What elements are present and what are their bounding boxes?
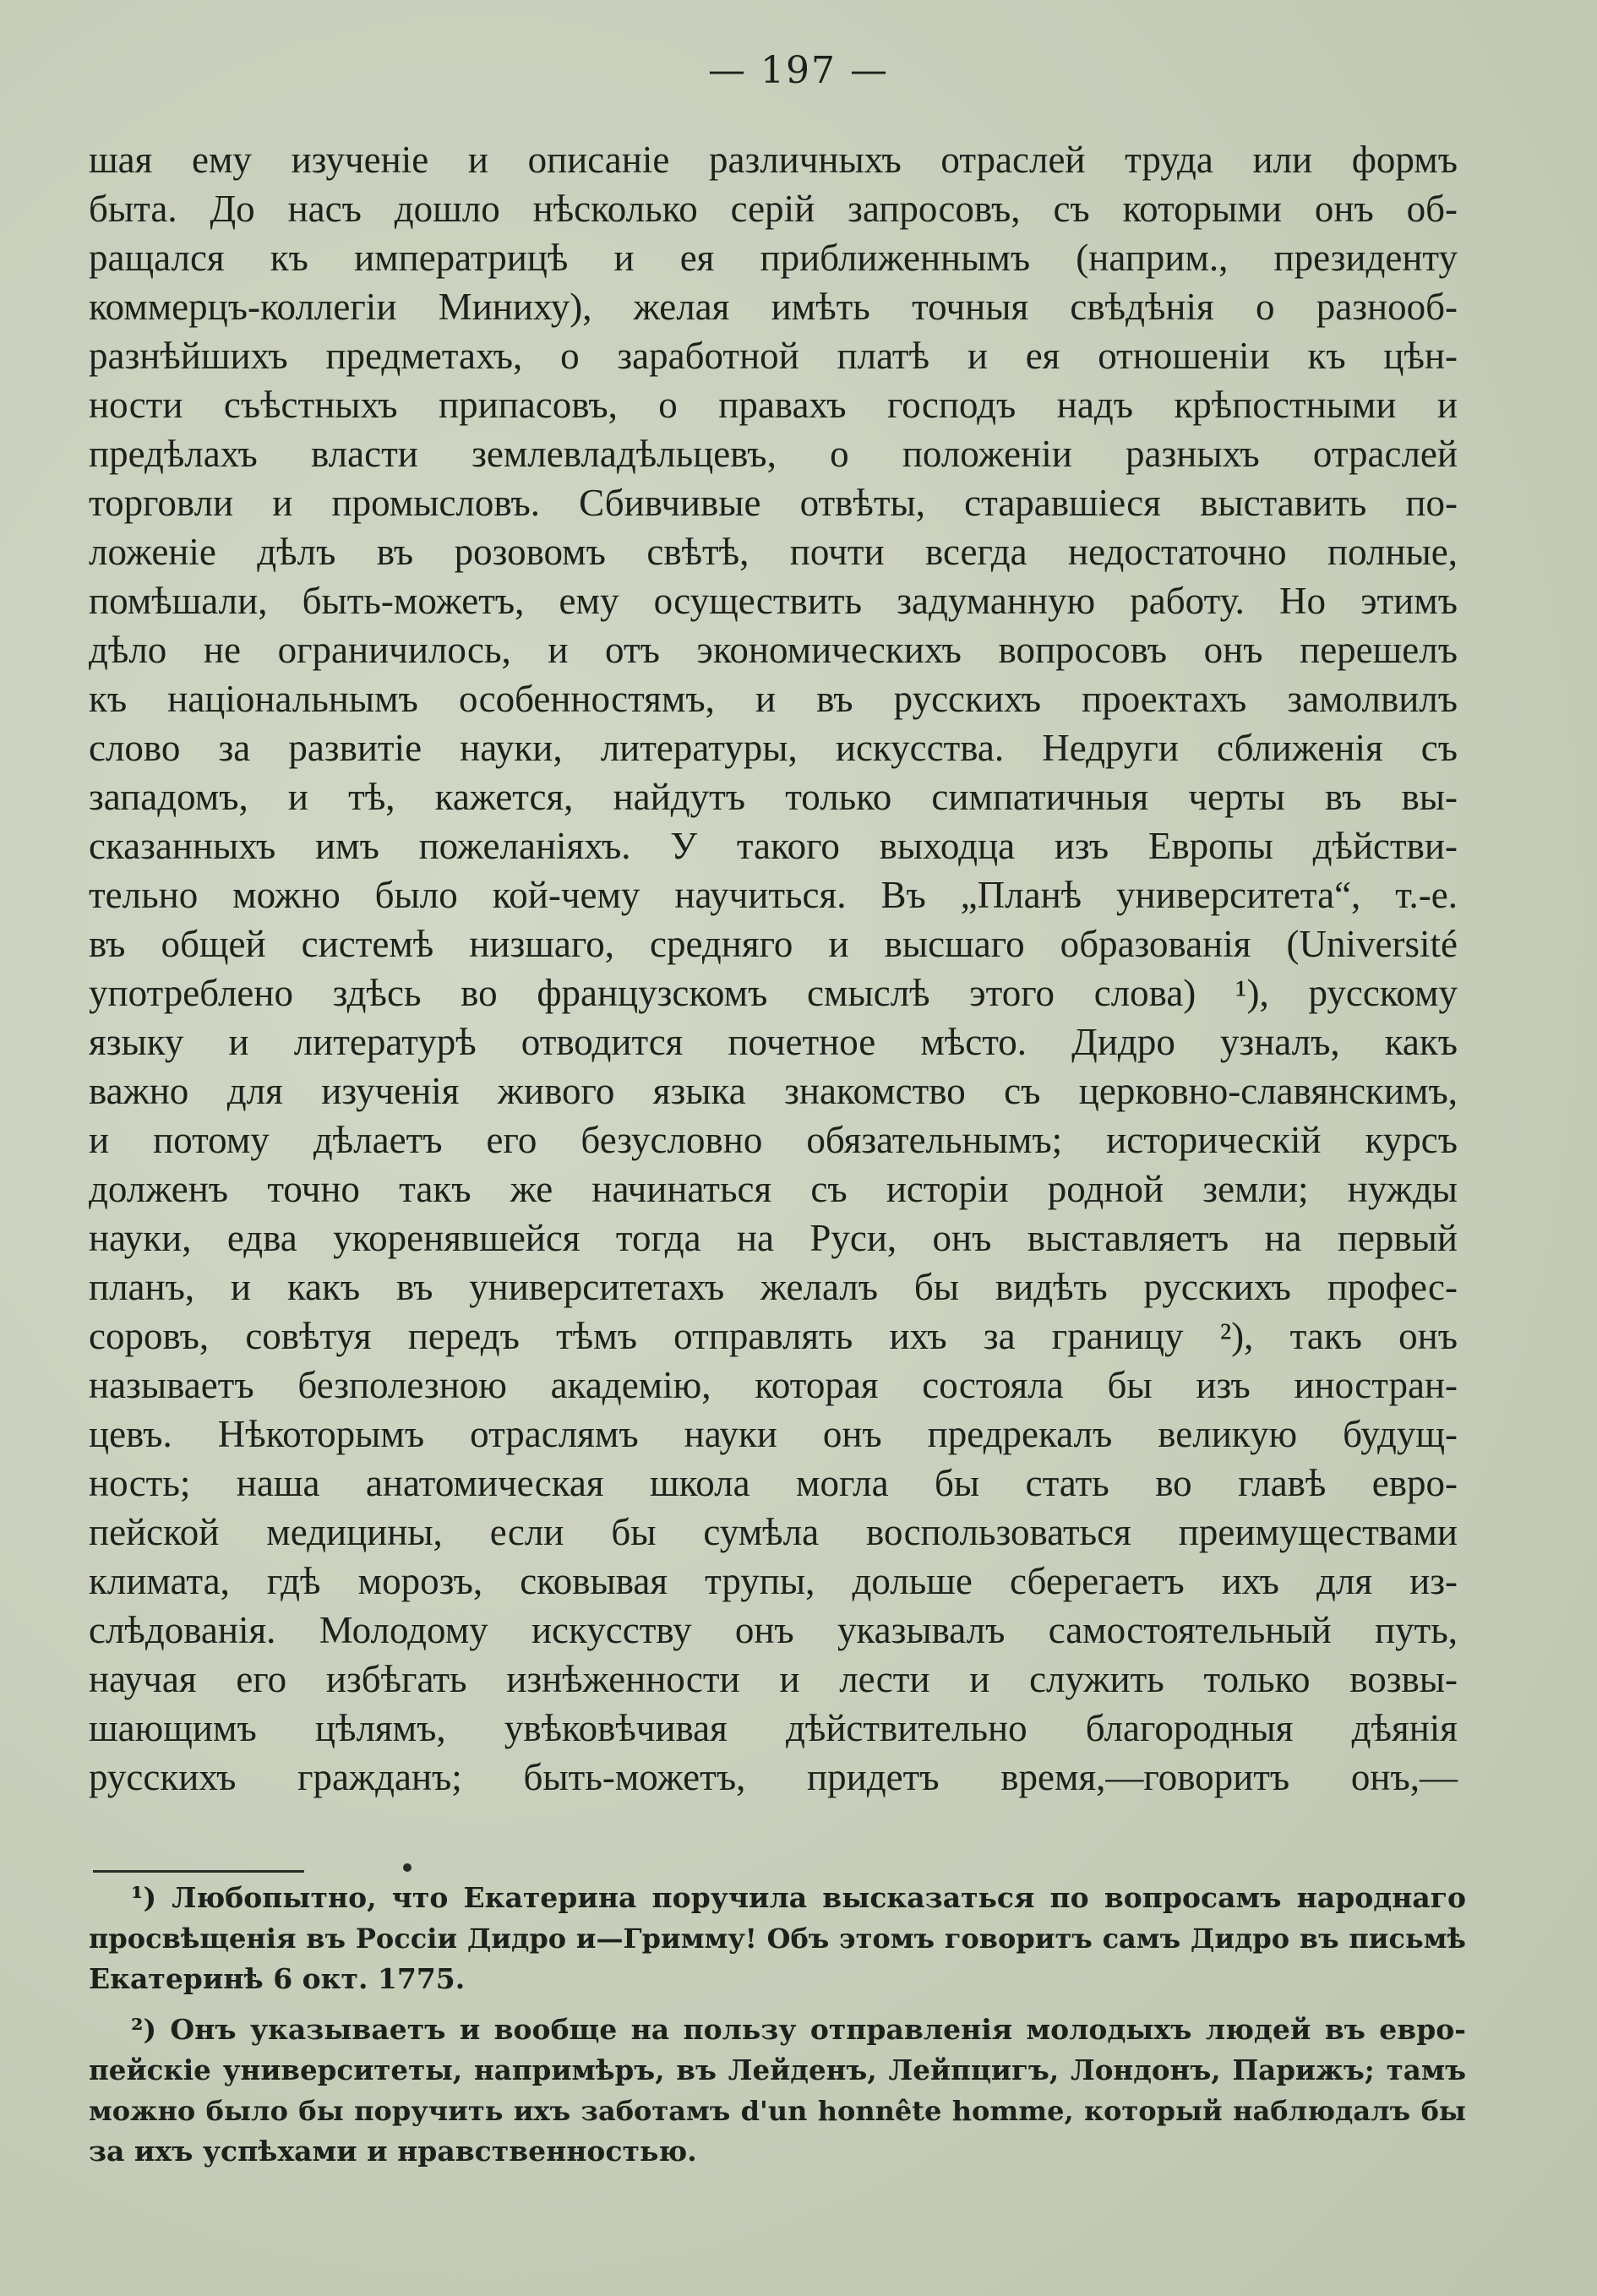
body-line: предѣлахъ власти землевладѣльцевъ, о положеніи разныхъ отраслей <box>89 433 1458 475</box>
body-line: быта. До насъ дошло нѣсколько серій запросовъ, съ которыми онъ об- <box>89 188 1458 230</box>
body-line: сказанныхъ имъ пожеланіяхъ. У такого выходца изъ Европы дѣйстви- <box>89 825 1458 867</box>
body-line: науки, едва укоренявшейся тогда на Руси, онъ выставляетъ на первый <box>89 1217 1458 1259</box>
page-number: — 197 — <box>708 49 889 92</box>
body-line: западомъ, и тѣ, кажется, найдутъ только симпатичныя черты въ вы- <box>89 776 1458 818</box>
body-line: дѣло не ограничилось, и отъ экономическихъ вопросовъ онъ перешелъ <box>89 629 1458 671</box>
footnote-dot-mark <box>403 1863 412 1872</box>
body-line: слово за развитіе науки, литературы, искусства. Недруги сближенія съ <box>89 727 1458 769</box>
body-line: планъ, и какъ въ университетахъ желалъ бы видѣть русскихъ профес- <box>89 1266 1458 1308</box>
footnote-1-line: Екатеринѣ 6 окт. 1775. <box>89 1962 466 1995</box>
body-line: ность; наша анатомическая школа могла бы стать во главѣ евро- <box>89 1462 1458 1504</box>
body-line: шающимъ цѣлямъ, увѣковѣчивая дѣйствительно благородныя дѣянія <box>89 1707 1458 1749</box>
body-line: употреблено здѣсь во французскомъ смыслѣ этого слова) ¹), русскому <box>89 972 1458 1014</box>
footnote-2-line: за ихъ успѣхами и нравственностью. <box>89 2135 697 2168</box>
body-line: климата, гдѣ морозъ, сковывая трупы, дольше сберегаетъ ихъ для из- <box>89 1560 1458 1602</box>
body-line: языку и литературѣ отводится почетное мѣсто. Дидро узналъ, какъ <box>89 1021 1458 1063</box>
footnote-1-line: ¹) Любопытно, что Екатерина поручила высказаться по вопросамъ народнаго <box>131 1881 1466 1914</box>
footnote-rule <box>93 1870 304 1873</box>
body-line: тельно можно было кой-чему научиться. Въ „Планѣ университета“, т.-е. <box>89 874 1458 916</box>
footnote-2-line: можно было бы поручить ихъ заботамъ d'un honnête homme, который наблюдалъ бы <box>89 2095 1466 2127</box>
body-line: соровъ, совѣтуя передъ тѣмъ отправлять ихъ за границу ²), такъ онъ <box>89 1315 1458 1357</box>
body-line: шая ему изученіе и описаніе различныхъ отраслей труда или формъ <box>89 139 1458 181</box>
body-line: въ общей системѣ низшаго, средняго и высшаго образованія (Université <box>89 923 1458 965</box>
footnote-2-line: ²) Онъ указываетъ и вообще на пользу отправленія молодыхъ людей въ евро- <box>131 2013 1466 2046</box>
footnote-1-line: просвѣщенія въ Россіи Дидро и—Гримму! Объ этомъ говоритъ самъ Дидро въ письмѣ <box>89 1922 1466 1955</box>
body-line: пейской медицины, если бы сумѣла воспользоваться преимуществами <box>89 1511 1458 1553</box>
body-line: называетъ безполезною академію, которая состояла бы изъ иностран- <box>89 1364 1458 1406</box>
body-line: слѣдованія. Молодому искусству онъ указывалъ самостоятельный путь, <box>89 1609 1458 1651</box>
body-line: русскихъ гражданъ; быть-можетъ, придетъ время,—говоритъ онъ,— <box>89 1756 1458 1798</box>
body-line: важно для изученія живого языка знакомство съ церковно-славянскимъ, <box>89 1070 1458 1112</box>
body-line: коммерцъ-коллегіи Миниху), желая имѣть точныя свѣдѣнія о разнооб- <box>89 286 1458 328</box>
body-line: долженъ точно такъ же начинаться съ исторіи родной земли; нужды <box>89 1168 1458 1210</box>
footnote-2-line: пейскіе университеты, напримѣръ, въ Лейденъ, Лейпцигъ, Лондонъ, Парижъ; тамъ <box>89 2053 1466 2086</box>
body-line: торговли и промысловъ. Сбивчивые отвѣты, старавшіеся выставить по- <box>89 482 1458 524</box>
body-line: къ національнымъ особенностямъ, и въ русскихъ проектахъ замолвилъ <box>89 678 1458 720</box>
body-line: разнѣйшихъ предметахъ, о заработной платѣ и ея отношеніи къ цѣн- <box>89 335 1458 377</box>
body-line: научая его избѣгать изнѣженности и лести и служить только возвы- <box>89 1658 1458 1700</box>
body-line: цевъ. Нѣкоторымъ отраслямъ науки онъ предрекалъ великую будущ- <box>89 1413 1458 1455</box>
body-line: ложеніе дѣлъ въ розовомъ свѣтѣ, почти всегда недостаточно полные, <box>89 531 1458 573</box>
body-line: помѣшали, быть-можетъ, ему осуществить задуманную работу. Но этимъ <box>89 580 1458 622</box>
body-line: и потому дѣлаетъ его безусловно обязательнымъ; историческій курсъ <box>89 1119 1458 1161</box>
body-line: ращался къ императрицѣ и ея приближеннымъ (наприм., президенту <box>89 237 1458 279</box>
body-line: ности съѣстныхъ припасовъ, о правахъ господъ надъ крѣпостными и <box>89 384 1458 426</box>
